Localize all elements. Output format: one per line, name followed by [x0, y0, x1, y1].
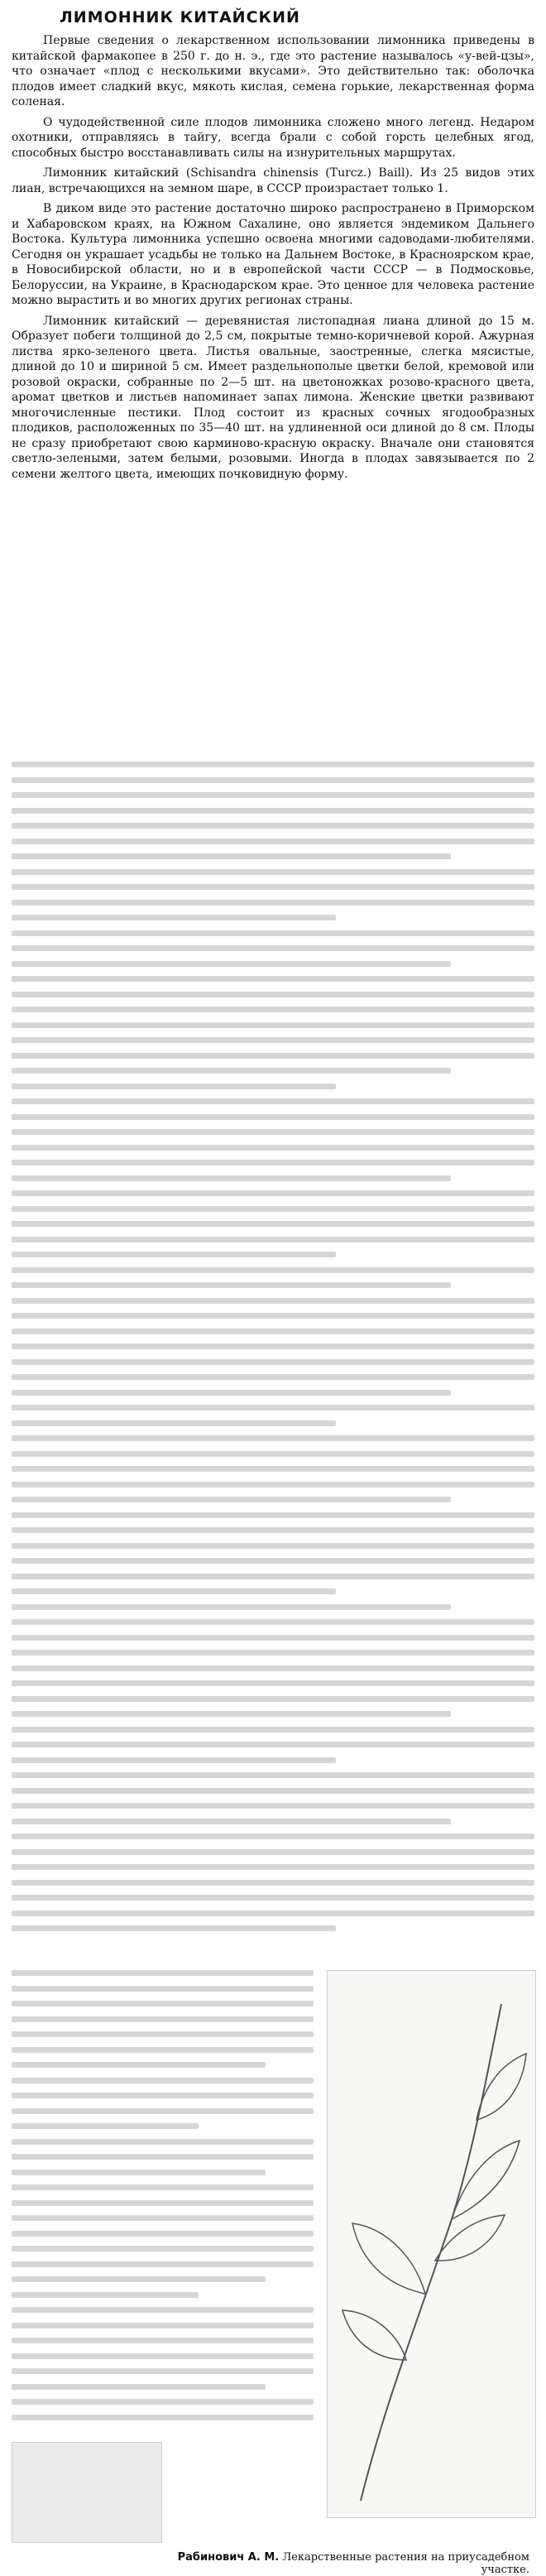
illegible-line	[12, 930, 534, 936]
illegible-line	[12, 1970, 314, 1976]
illegible-text-block	[12, 762, 534, 1954]
illegible-line	[12, 2184, 314, 2190]
illegible-text-block	[12, 1970, 314, 2500]
illegible-line	[12, 1084, 336, 1089]
illegible-line	[12, 2062, 266, 2068]
illegible-line	[12, 961, 451, 967]
illegible-line	[12, 2093, 314, 2098]
illegible-line	[12, 2047, 314, 2053]
illegible-line	[12, 1788, 534, 1794]
illegible-line	[12, 1390, 451, 1396]
illegible-line	[12, 2415, 314, 2420]
illegible-line	[12, 2108, 314, 2114]
source-citation	[165, 2551, 529, 2576]
illegible-line	[12, 1098, 534, 1104]
paragraph: Лимонник китайский (Schisandra chinensis (Turcz.) Baill). Из 25 видов этих лиан, встречающихся на земном шаре, в СССР произрастает только 1.	[12, 166, 534, 195]
illegible-line	[12, 1543, 534, 1549]
illegible-line	[12, 1665, 534, 1671]
source-author: Рабинович А. М.	[177, 2551, 280, 2564]
illegible-line	[12, 1574, 534, 1579]
illegible-line	[12, 1727, 534, 1733]
illegible-line	[12, 1114, 534, 1120]
illegible-line	[12, 1619, 534, 1625]
illegible-line	[12, 2323, 314, 2328]
illegible-line	[12, 1772, 534, 1778]
illegible-line	[12, 2307, 314, 2313]
illegible-line	[12, 1497, 451, 1502]
illegible-line	[12, 1145, 534, 1151]
illegible-line	[12, 1206, 534, 1212]
illegible-line	[12, 762, 534, 767]
illegible-line	[12, 992, 534, 997]
illegible-line	[12, 808, 534, 814]
illegible-line	[12, 2200, 314, 2206]
illegible-line	[12, 839, 534, 844]
illegible-line	[12, 1435, 534, 1441]
illegible-line	[12, 1221, 534, 1227]
illegible-line	[12, 1512, 534, 1518]
illegible-line	[12, 2276, 266, 2282]
illegible-line	[12, 1819, 451, 1824]
schisandra-illustration	[327, 1970, 536, 2518]
illegible-line	[12, 1068, 451, 1074]
illegible-line	[12, 2261, 314, 2267]
illegible-line	[12, 976, 534, 982]
illegible-line	[12, 1696, 534, 1702]
illegible-line	[12, 869, 534, 875]
illegible-line	[12, 1007, 534, 1012]
illegible-line	[12, 2016, 314, 2022]
paragraph: Первые сведения о лекарственном использовании лимонника приведены в китайской фармакопее в 250 г. до н. э., где это растение называлось «у-вей-цзы», что означает «плод с несколькими вкусами». Это действительно так: оболочка плодов имеет сладкий вкус, мякоть кислая, семена горькие, лекарственная форма соленая.	[12, 34, 534, 108]
illegible-line	[12, 1833, 534, 1839]
illegible-line	[12, 2292, 199, 2298]
illegible-line	[12, 1420, 336, 1426]
illegible-line	[12, 1053, 534, 1059]
illegible-line	[12, 1022, 534, 1028]
illegible-line	[12, 2170, 266, 2175]
article-body	[12, 33, 534, 487]
illegible-line	[12, 2231, 314, 2237]
illegible-line	[12, 1237, 534, 1242]
illegible-line	[12, 1267, 534, 1273]
illegible-line	[12, 1635, 534, 1641]
illegible-line	[12, 1466, 534, 1472]
illegible-line	[12, 1588, 336, 1594]
illegible-line	[12, 1359, 534, 1365]
illegible-line	[12, 2338, 314, 2343]
paragraph: Лимонник китайский — деревянистая листопадная лиана длиной до 15 м. Образует побеги толщиной до 2,5 см, покрытые темно-коричневой корой. Ажурная листва ярко-зеленого цвета. Листья овальные, заостренные, слегка мясистые, длиной до 10 и шириной 5 см. Имеет раздельнополые цветки белой, кремовой или розовой окраски, собранные по 2—5 шт. на цветоножках розово-красного цвета, аромат цветков и листьев напоминает запах лимона. Женские цветки развивают многочисленные пестики. Плод состоит из красных сочных ягодообразных плодиков, расположенных по 35—40 шт. на удлиненной оси длиной до 8 см. Плоды не сразу приобретают свою карминово-красную окраску. Вначале они становятся светло-зелеными, затем белыми, розовыми. Иногда в плодах завязывается по 2 семени желтого цвета, имеющих почковидную форму.	[12, 314, 534, 481]
illegible-line	[12, 2399, 314, 2405]
illegible-line	[12, 1527, 534, 1533]
illegible-line	[12, 1343, 534, 1349]
illegible-line	[12, 1252, 336, 1257]
illegible-line	[12, 945, 534, 951]
illegible-line	[12, 1849, 534, 1855]
illegible-line	[12, 1190, 534, 1196]
illegible-line	[12, 900, 534, 906]
illegible-line	[12, 1925, 336, 1931]
illegible-line	[12, 777, 534, 783]
illegible-line	[12, 792, 534, 798]
illegible-line	[12, 2031, 314, 2037]
berries-photo	[12, 2442, 162, 2543]
illegible-line	[12, 1282, 451, 1288]
illegible-line	[12, 2078, 314, 2083]
illegible-line	[12, 1313, 534, 1319]
illegible-line	[12, 1711, 451, 1717]
illegible-line	[12, 823, 534, 829]
illegible-line	[12, 1604, 451, 1610]
illegible-line	[12, 1037, 534, 1043]
illegible-line	[12, 2384, 266, 2390]
illegible-line	[12, 2368, 314, 2374]
illegible-line	[12, 1160, 534, 1165]
illegible-line	[12, 1910, 534, 1916]
illegible-line	[12, 2123, 199, 2129]
illegible-line	[12, 1895, 534, 1901]
illegible-line	[12, 1298, 534, 1304]
paragraph: О чудодейственной силе плодов лимонника сложено много легенд. Недаром охотники, отправляясь в тайгу, всегда брали с собой горсть целебных ягод, способных быстро восстанавливать силы на изнурительных маршрутах.	[12, 115, 534, 160]
illegible-line	[12, 2001, 314, 2006]
paragraph: В диком виде это растение достаточно широко распространено в Приморском и Хабаровском краях, на Южном Сахалине, оно является эндемиком Дальнего Востока. Культура лимонника успешно освоена многими садоводами-любителями. Сегодня он украшает усадьбы не только на Дальнем Востоке, в Красноярском крае, в Новосибирской области, но и в европейской части СССР — в Подмосковье, Белоруссии, на Украине, в Краснодарском крае. Это ценное для человека растение можно вырастить и во многих других регионах страны.	[12, 202, 534, 307]
illegible-line	[12, 1650, 534, 1656]
article-title: ЛИМОННИК КИТАЙСКИЙ	[60, 8, 300, 26]
illegible-line	[12, 853, 451, 859]
illegible-line	[12, 1803, 534, 1809]
illegible-line	[12, 1129, 534, 1135]
illegible-line	[12, 2154, 314, 2160]
illegible-line	[12, 1482, 534, 1487]
illegible-line	[12, 884, 534, 890]
illegible-line	[12, 1405, 534, 1411]
illegible-line	[12, 1451, 534, 1457]
illegible-line	[12, 2246, 314, 2252]
illegible-line	[12, 2215, 314, 2221]
illegible-line	[12, 1329, 534, 1334]
illegible-line	[12, 1864, 534, 1870]
illegible-line	[12, 1374, 534, 1380]
source-title: Лекарственные растения на приусадебном участке.	[282, 2551, 529, 2576]
illegible-line	[12, 1175, 451, 1181]
illegible-line	[12, 1742, 534, 1747]
leaf-branch-drawing	[328, 1971, 535, 2517]
illegible-line	[12, 1757, 336, 1763]
illegible-line	[12, 1880, 534, 1886]
illegible-line	[12, 915, 336, 920]
illegible-line	[12, 2353, 314, 2359]
illegible-line	[12, 2139, 314, 2145]
illegible-line	[12, 1986, 314, 1992]
illegible-line	[12, 1558, 534, 1564]
illegible-line	[12, 1680, 534, 1686]
